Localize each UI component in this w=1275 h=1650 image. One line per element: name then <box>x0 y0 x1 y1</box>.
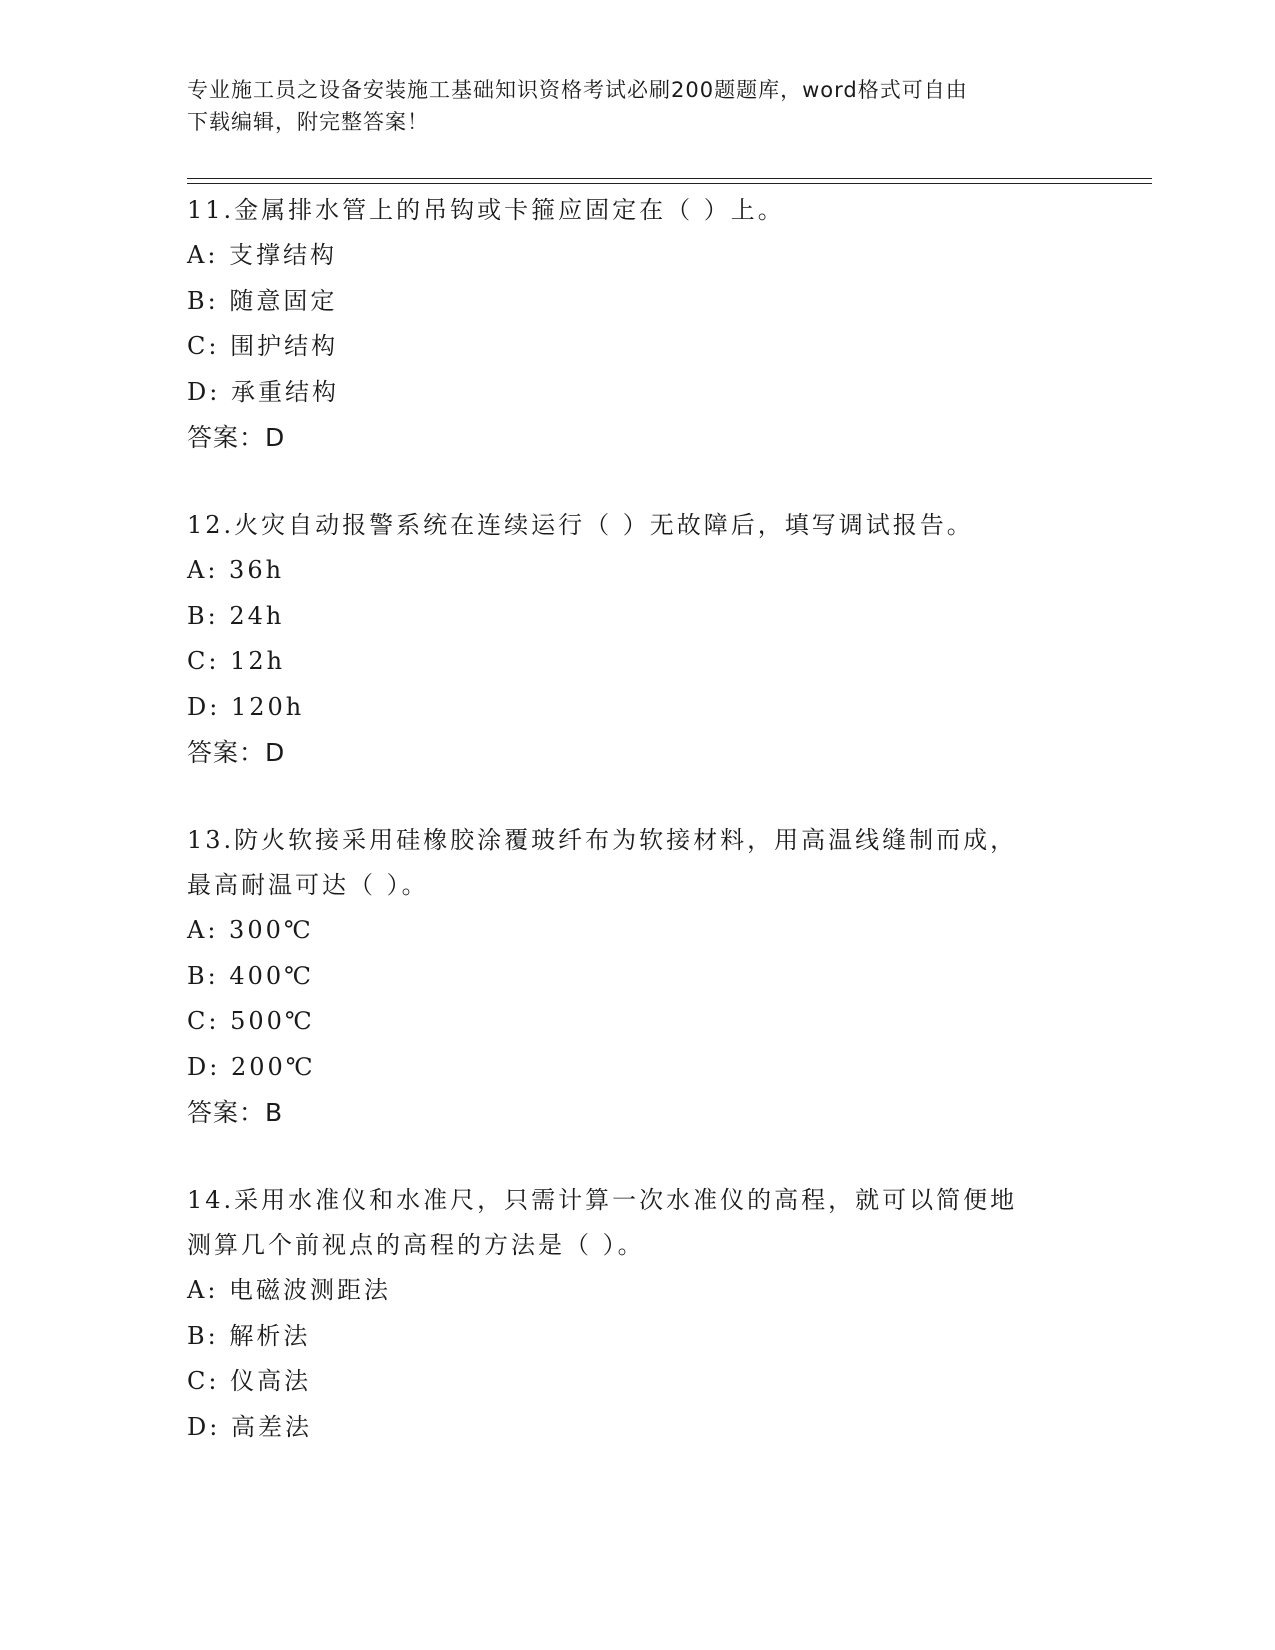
question-11 <box>187 188 1087 461</box>
option-d: D: 承重结构 <box>187 377 339 406</box>
answer: 答案：D <box>187 738 286 767</box>
option-d: D: 120h <box>187 692 305 721</box>
option-c: C: 500℃ <box>187 1007 315 1035</box>
option-d: D: 高差法 <box>187 1412 312 1441</box>
option-a: A: 300℃ <box>187 916 314 944</box>
document-header <box>187 74 1087 138</box>
option-a: A: 电磁波测距法 <box>187 1276 392 1304</box>
answer: 答案：D <box>187 423 286 452</box>
option-c: C: 12h <box>187 647 286 675</box>
question-stem: 12.火灾自动报警系统在连续运行（ ）无故障后，填写调试报告。 <box>187 511 974 539</box>
header-divider-top <box>187 178 1152 179</box>
question-12 <box>187 503 1087 776</box>
option-a: A: 支撑结构 <box>187 241 338 269</box>
option-b: B: 24h <box>187 601 285 630</box>
question-stem-line-2: 最高耐温可达（ ）。 <box>187 871 429 899</box>
header-line-1: 专业施工员之设备安装施工基础知识资格考试必刷200题题库，word格式可自由 <box>187 78 968 102</box>
header-line-2: 下载编辑，附完整答案！ <box>187 110 429 134</box>
question-13 <box>187 818 1087 1136</box>
option-a: A: 36h <box>187 556 285 584</box>
question-stem: 11.金属排水管上的吊钩或卡箍应固定在（ ）上。 <box>187 196 785 224</box>
option-b: B: 解析法 <box>187 1321 311 1350</box>
header-divider-bottom <box>187 183 1152 184</box>
question-stem-line-2: 测算几个前视点的高程的方法是（ ）。 <box>187 1231 645 1259</box>
question-stem-line-1: 14.采用水准仪和水准尺，只需计算一次水准仪的高程，就可以简便地 <box>187 1186 1018 1214</box>
option-d: D: 200℃ <box>187 1052 316 1081</box>
option-c: C: 围护结构 <box>187 332 339 360</box>
question-stem-line-1: 13.防火软接采用硅橡胶涂覆玻纤布为软接材料，用高温线缝制而成， <box>187 826 1018 854</box>
question-14 <box>187 1178 1087 1450</box>
option-b: B: 400℃ <box>187 961 315 990</box>
answer: 答案：B <box>187 1098 284 1127</box>
option-c: C: 仪高法 <box>187 1367 312 1395</box>
option-b: B: 随意固定 <box>187 286 338 315</box>
